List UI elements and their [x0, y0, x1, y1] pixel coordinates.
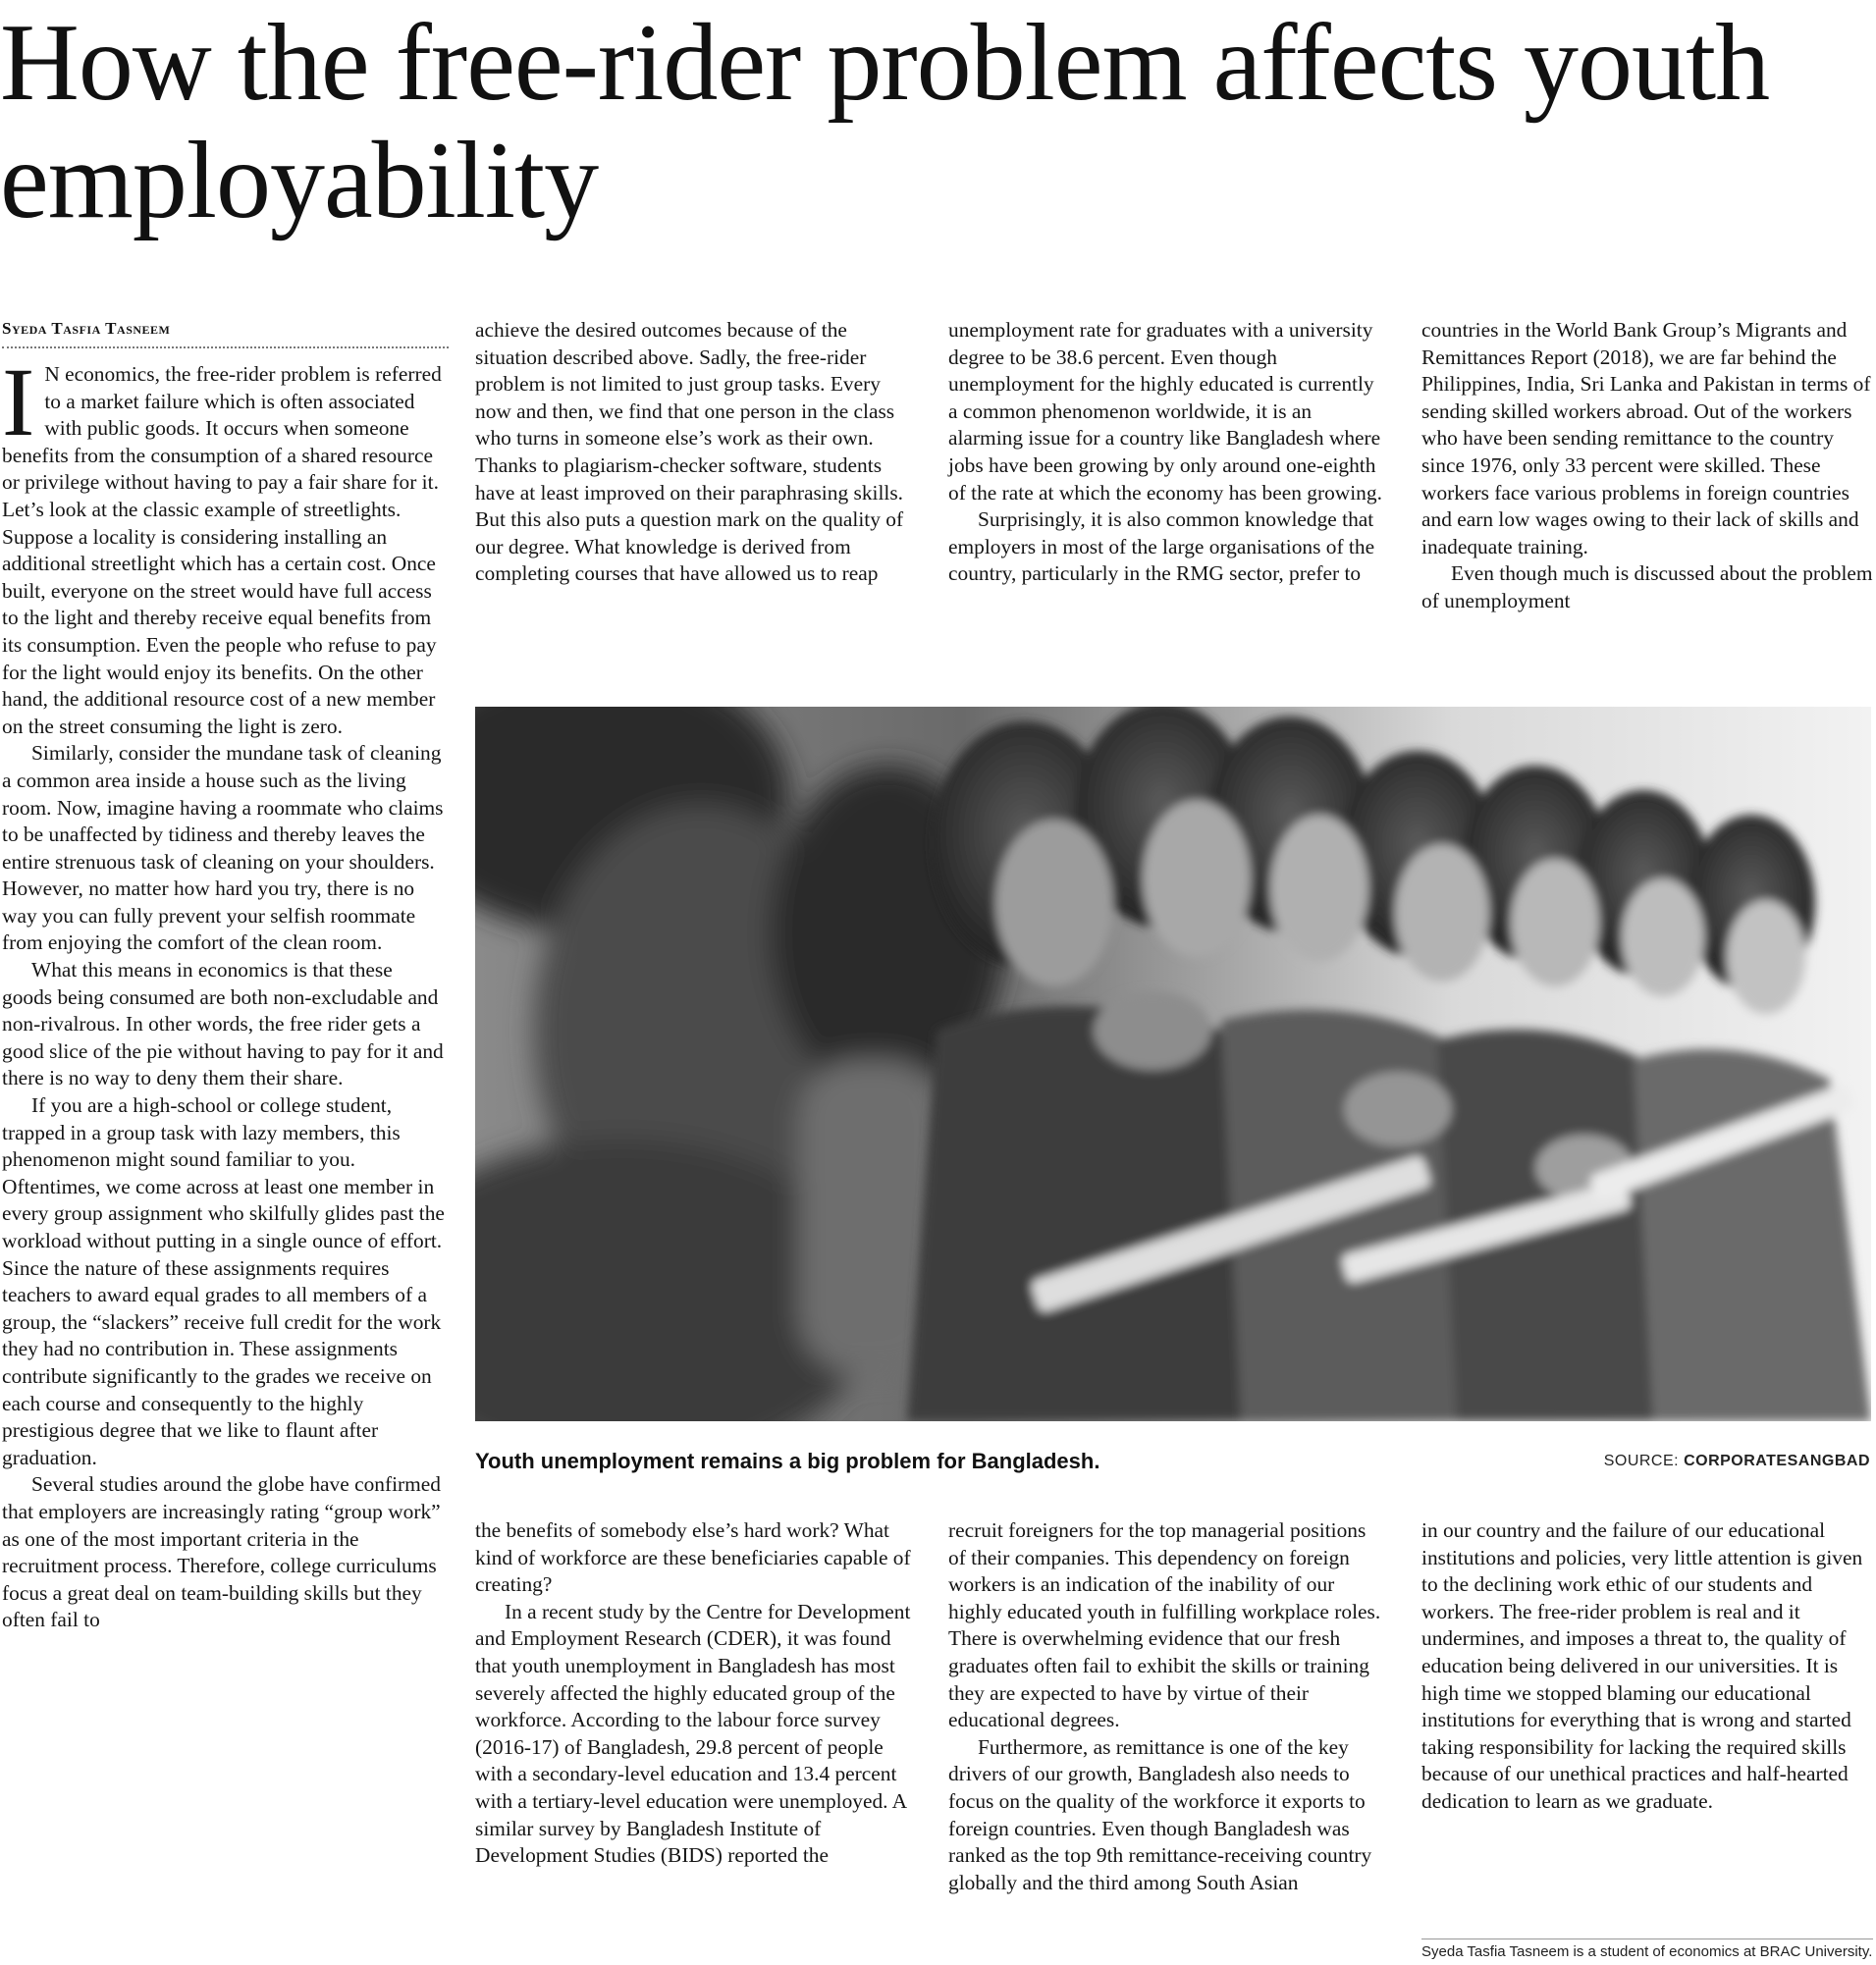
- paragraph: Similarly, consider the mundane task of cleaning a common area inside a house such as the living room. Now, imagine having a roommate who claims to be unaffected by tidiness and thereby leaves the entire strenuous task of cleaning on your shoulders. However, no matter how hard you try, there is no way you can fully prevent your selfish roommate from enjoying the comfort of the clean room.: [2, 741, 444, 955]
- headline: How the free-rider problem affects youth employability: [0, 2, 1770, 241]
- author-bio: Syeda Tasfia Tasneem is a student of economics at BRAC University.: [1421, 1938, 1873, 1961]
- paragraph: recruit foreigners for the top managerial positions of their companies. This dependency on foreign workers is an indication of the inability of our highly educated youth in fulfilling workplace roles. There is overwhelming evidence that our fresh graduates often fail to exhibit the skills or training they are expected to have by virtue of their educational degrees.: [948, 1518, 1381, 1732]
- photo-caption: Youth unemployment remains a big problem for Bangladesh.: [475, 1449, 1100, 1473]
- drop-cap: I: [2, 347, 35, 456]
- paragraph: unemployment rate for graduates with a university degree to be 38.6 percent. Even though unemployment for the highly educated is currently a common phenomenon worldwide, it is an alarming issue for a country like Bangladesh where jobs have been growing by only around one-eighth of the rate at which the economy has been growing.: [948, 318, 1382, 505]
- article-column-4-top: [1421, 317, 1873, 615]
- article-column-2-top: [475, 317, 911, 588]
- paragraph: countries in the World Bank Group’s Migrants and Remittances Report (2018), we are far behind the Philippines, India, Sri Lanka and Pakistan in terms of sending skilled workers abroad. Out of the workers who have been sending remittance to the country since 1976, only 33 percent were skilled. These workers face various problems in foreign countries and earn low wages owing to their lack of skills and inadequate training.: [1421, 318, 1871, 558]
- photo-source-name: CORPORATESANGBAD: [1684, 1453, 1870, 1469]
- article-column-4-bottom: [1421, 1517, 1873, 1816]
- paragraph: Furthermore, as remittance is one of the key drivers of our growth, Bangladesh also needs to focus on the quality of the workforce it exports to foreign countries. Even though Bangladesh was ranked as the top 9th remittance-receiving country globally and the third among South Asian: [948, 1734, 1372, 1894]
- paragraph: Several studies around the globe have confirmed that employers are increasingly rating “group work” as one of the most important criteria in the recruitment process. Therefore, college curriculums focus a great deal on team-building skills but they often fail to: [2, 1472, 441, 1632]
- news-photo: [475, 707, 1871, 1421]
- paragraph: In a recent study by the Centre for Development and Employment Research (CDER), it was found that youth unemployment in Bangladesh has most severely affected the highly educated group of the workforce. According to the labour force survey (2016-17) of Bangladesh, 29.8 percent of people with a secondary-level education and 13.4 percent with a tertiary-level education were unemployed. A similar survey by Bangladesh Institute of Development Studies (BIDS) reported the: [475, 1599, 911, 1868]
- paragraph: Even though much is discussed about the problem of unemployment: [1421, 561, 1873, 612]
- article-column-3-bottom: [948, 1517, 1388, 1896]
- crowd-photo-illustration: [475, 707, 1871, 1421]
- paragraph: achieve the desired outcomes because of the situation described above. Sadly, the free-rider problem is not limited to just group tasks. Every now and then, we find that one person in the class who turns in someone else’s work as their own. Thanks to plagiarism-checker software, students have at least improved on their paraphrasing skills. But this also puts a question mark on the quality of our degree. What knowledge is derived from completing courses that have allowed us to reap: [475, 318, 904, 586]
- paragraph: in our country and the failure of our educational institutions and policies, very little attention is given to the declining work ethic of our students and workers. The free-rider problem is real and it undermines, and imposes a threat to, the quality of education being delivered in our universities. It is high time we stopped blaming our educational institutions for everything that is wrong and started taking responsibility for lacking the required skills because of our unethical practices and half-hearted dedication to learn as we graduate.: [1421, 1518, 1863, 1813]
- paragraph: I N economics, the free-rider problem is referred to a market failure which is often associated with public goods. It occurs when someone benefits from the consumption of a shared resource or privilege without having to pay a fair share for it. Let’s look at the classic example of streetlights. Suppose a locality is considering installing an additional streetlight which has a certain cost. Once built, everyone on the street would have full access to the light and thereby receive equal benefits from its consumption. Even the people who refuse to pay for the light would enjoy its benefits. On the other hand, the additional resource cost of a new member on the street consuming the light is zero.: [2, 347, 442, 738]
- article-column-3-top: [948, 317, 1388, 588]
- article-column-1: [2, 347, 446, 1634]
- article-column-2-bottom: [475, 1517, 911, 1870]
- photo-source: [1604, 1453, 1870, 1470]
- paragraph: Surprisingly, it is also common knowledge that employers in most of the large organisations of the country, particularly in the RMG sector, prefer to: [948, 507, 1375, 586]
- paragraph: If you are a high-school or college student, trapped in a group task with lazy members, this phenomenon might sound familiar to you. Oftentimes, we come across at least one member in every group assignment who skilfully glides past the workload without putting in a single ounce of effort. Since the nature of these assignments requires teachers to award equal grades to all members of a group, the “slackers” receive full credit for the work they had no contribution in. These assignments contribute significantly to the grades we receive on each course and consequently to the highly prestigious degree that we like to flaunt after graduation.: [2, 1093, 445, 1469]
- paragraph: What this means in economics is that these goods being consumed are both non-excludable and non-rivalrous. In other words, the free rider gets a good slice of the pie without having to pay for it and there is no way to deny them their share.: [2, 958, 444, 1090]
- photo-source-label: SOURCE:: [1603, 1453, 1680, 1469]
- byline: Syeda Tasfia Tasneem: [2, 319, 449, 348]
- paragraph: the benefits of somebody else’s hard work? What kind of workforce are these beneficiaries capable of creating?: [475, 1518, 911, 1597]
